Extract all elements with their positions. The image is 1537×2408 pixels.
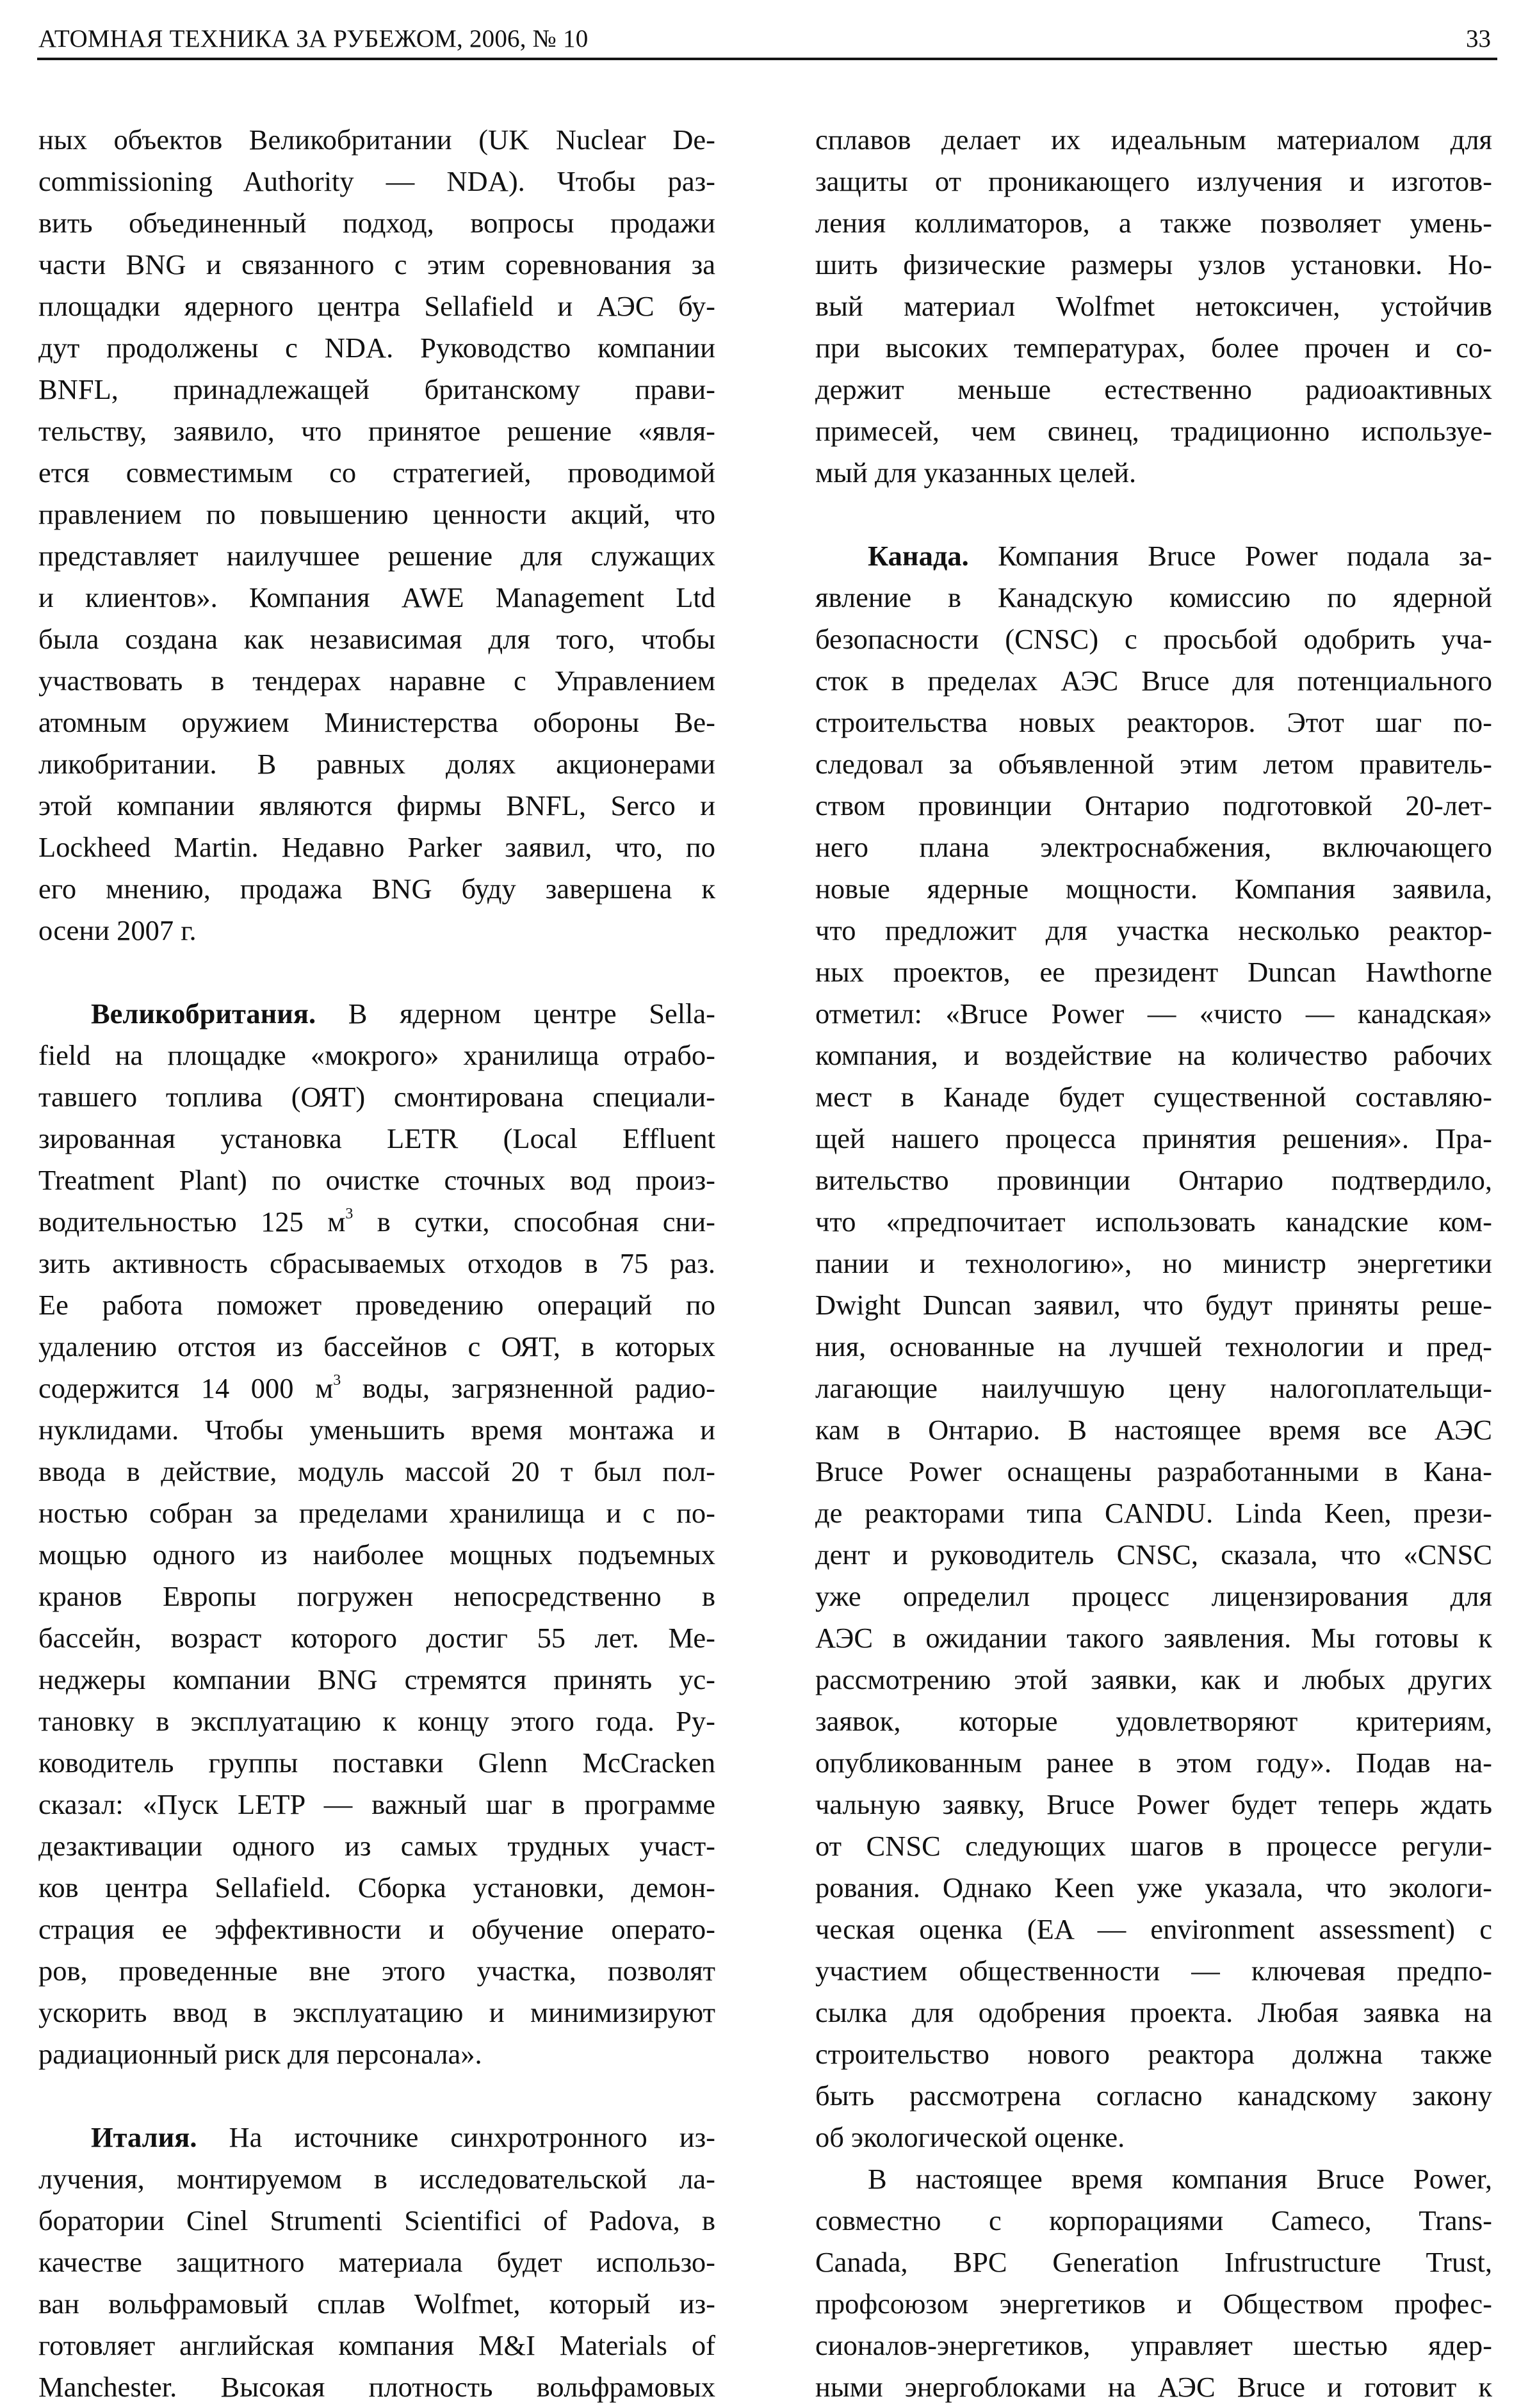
page-number: 33 — [1466, 25, 1491, 53]
text-line: вительство провинции Онтарио подтвердило, — [815, 1164, 1492, 1196]
text-line: примесей, чем свинец, традиционно используе- — [815, 415, 1492, 447]
right-column — [815, 119, 1492, 2408]
text-line: дут продолжены с NDA. Руководство компании — [38, 332, 715, 364]
section-heading: Италия. — [91, 2121, 197, 2153]
text-line: ных объектов Великобритании (UK Nuclear De- — [38, 124, 715, 156]
text-line: Treatment Plant) по очистке сточных вод произ- — [38, 1164, 715, 1196]
text-line: Ее работа поможет проведению операций по — [38, 1289, 715, 1321]
text-line: дезактивации одного из самых трудных участ- — [38, 1830, 715, 1862]
text-line: новые ядерные мощности. Компания заявила, — [815, 873, 1492, 905]
text-line: радиационный риск для персонала». — [38, 2038, 482, 2070]
text-line: качестве защитного материала будет использо- — [38, 2246, 715, 2278]
text-line: от CNSC следующих шагов в процессе регули- — [815, 1830, 1492, 1862]
text-line: него плана электроснабжения, включающего — [815, 831, 1492, 863]
text-line: Великобритания. В ядерном центре Sella- — [91, 998, 715, 1030]
text-line: готовляет английская компания M&I Materials of — [38, 2329, 715, 2361]
text-line: кранов Европы погружен непосредственно в — [38, 1580, 715, 1612]
text-line: компания, и воздействие на количество рабочих — [815, 1039, 1492, 1071]
text-line: лагающие наилучшую цену налогоплательщи- — [815, 1372, 1492, 1404]
text-line: неджеры компании BNG стремятся принять ус- — [38, 1663, 715, 1695]
text-line: зить активность сбрасываемых отходов в 75 раз. — [38, 1247, 715, 1279]
text-line: при высоких температурах, более прочен и со- — [815, 332, 1492, 364]
text-line: тельству, заявило, что принятое решение «явля- — [38, 415, 715, 447]
text-line: дент и руководитель CNSC, сказала, что «CNSC — [815, 1539, 1492, 1571]
text-line: шить физические размеры узлов установки. Но- — [815, 248, 1492, 280]
text-line: лучения, монтируемом в исследовательской ла- — [38, 2163, 715, 2195]
text-line: этой компании являются фирмы BNFL, Serco и — [38, 789, 715, 821]
text-line: Dwight Duncan заявил, что будут приняты реше- — [815, 1289, 1492, 1321]
text-line: боратории Cinel Strumenti Scientifici of Padova, в — [38, 2204, 715, 2236]
text-line: де реакторами типа CANDU. Linda Keen, прези- — [815, 1497, 1492, 1529]
text-line: удалению отстоя из бассейнов с ОЯТ, в которых — [38, 1330, 715, 1362]
text-line: ров, проведенные вне этого участка, позволят — [38, 1955, 715, 1987]
text-line: содержится 14 000 $м^3$ воды, загрязненной радио- — [38, 1372, 715, 1404]
text-line: field на площадке «мокрого» хранилища отрабо- — [38, 1039, 715, 1071]
text-line: части BNG и связанного с этим соревнования за — [38, 248, 715, 280]
text-line: ускорить ввод в эксплуатацию и минимизируют — [38, 1996, 715, 2028]
running-title: АТОМНАЯ ТЕХНИКА ЗА РУБЕЖОМ, 2006, № 10 — [38, 25, 589, 53]
text-line: ководитель группы поставки Glenn McCracken — [38, 1747, 715, 1779]
text-line: заявок, которые удовлетворяют критериям, — [815, 1705, 1492, 1737]
text-line: его мнению, продажа BNG буду завершена к — [38, 873, 715, 905]
text-line: водительностью 125 $м^3$ в сутки, способная сни- — [38, 1206, 715, 1238]
text-line: В настоящее время компания Bruce Power, — [868, 2163, 1492, 2195]
text-line: профсоюзом энергетиков и Обществом профес- — [815, 2288, 1492, 2320]
text-line: вить объединенный подход, вопросы продажи — [38, 207, 715, 239]
text-line: участвовать в тендерах наравне с Управлением — [38, 665, 715, 697]
section-heading: Канада. — [868, 540, 969, 572]
text-line: Manchester. Высокая плотность вольфрамовых — [38, 2371, 715, 2403]
text-line: Bruce Power оснащены разработанными в Кана- — [815, 1455, 1492, 1487]
text-line: Италия. На источнике синхротронного из- — [91, 2121, 715, 2153]
text-line: осени 2007 г. — [38, 914, 197, 946]
text-line: об экологической оценке. — [815, 2121, 1125, 2153]
text-line: что «предпочитает использовать канадские ком- — [815, 1206, 1492, 1238]
text-line: сплавов делает их идеальным материалом для — [815, 124, 1492, 156]
text-line: Lockheed Martin. Недавно Parker заявил, что, по — [38, 831, 715, 863]
text-line: быть рассмотрена согласно канадскому закону — [815, 2080, 1492, 2112]
text-line: явление в Канадскую комиссию по ядерной — [815, 581, 1492, 613]
text-line: ков центра Sellafield. Сборка установки, демон- — [38, 1871, 715, 1903]
left-column — [38, 119, 715, 2408]
text-line: мест в Канаде будет существенной составляю- — [815, 1081, 1492, 1113]
text-line: рассмотрению этой заявки, как и любых других — [815, 1663, 1492, 1695]
text-line: опубликованным ранее в этом году». Подав на- — [815, 1747, 1492, 1779]
text-line: участием общественности — ключевая предпо- — [815, 1955, 1492, 1987]
text-line: отметил: «Bruce Power — «чисто — канадская» — [815, 998, 1492, 1030]
text-line: Canada, BPC Generation Infrustructure Trust, — [815, 2246, 1492, 2278]
paragraph — [815, 2158, 1492, 2408]
text-line: ством провинции Онтарио подготовкой 20-лет- — [815, 789, 1492, 821]
text-line: строительства новых реакторов. Этот шаг по- — [815, 706, 1492, 738]
text-line: безопасности (CNSC) с просьбой одобрить уча- — [815, 623, 1492, 655]
text-line: ностью собран за пределами хранилища и с по- — [38, 1497, 715, 1529]
text-line: ными энергоблоками на АЭС Bruce и готовит к — [815, 2371, 1492, 2403]
text-line: мощью одного из наиболее мощных подъемных — [38, 1539, 715, 1571]
text-line: следовал за объявленной этим летом правитель- — [815, 748, 1492, 780]
text-line: защиты от проникающего излучения и изготов- — [815, 165, 1492, 197]
text-line: тановку в эксплуатацию к концу этого года. Ру- — [38, 1705, 715, 1737]
text-line: кам в Онтарио. В настоящее время все АЭС — [815, 1414, 1492, 1446]
paragraph — [815, 119, 1492, 494]
text-line: была создана как независимая для того, чтобы — [38, 623, 715, 655]
text-line: зированная установка LETR (Local Effluent — [38, 1122, 715, 1154]
text-line: рования. Однако Keen уже указала, что экологи- — [815, 1871, 1492, 1903]
text-line: что предложит для участка несколько реактор- — [815, 914, 1492, 946]
superscript: 3 — [345, 1206, 354, 1222]
paragraph — [38, 119, 715, 951]
section-paragraph — [38, 2117, 715, 2408]
page-header — [38, 23, 1493, 55]
text-line: площадки ядерного центра Sellafield и АЭС бу- — [38, 290, 715, 322]
text-line: правлением по повышению ценности акций, что — [38, 498, 715, 530]
text-line: щей нашего процесса принятия решения». Пра- — [815, 1122, 1492, 1154]
text-line: ликобритании. В равных долях акционерами — [38, 748, 715, 780]
text-line: чальную заявку, Bruce Power будет теперь ждать — [815, 1788, 1492, 1820]
text-line: пании и технологию», но министр энергетики — [815, 1247, 1492, 1279]
text-line: ван вольфрамовый сплав Wolfmet, который из- — [38, 2288, 715, 2320]
text-line: совместно с корпорациями Cameco, Trans- — [815, 2204, 1492, 2236]
text-line: уже определил процесс лицензирования для — [815, 1580, 1492, 1612]
text-line: Канада. Компания Bruce Power подала за- — [868, 540, 1492, 572]
text-line: нуклидами. Чтобы уменьшить время монтажа и — [38, 1414, 715, 1446]
text-line: строительство нового реактора должна также — [815, 2038, 1492, 2070]
text-line: АЭС в ожидании такого заявления. Мы готовы к — [815, 1622, 1492, 1654]
text-line: сказал: «Пуск LETP — важный шаг в программе — [38, 1788, 715, 1820]
text-line: страция ее эффективности и обучение операто- — [38, 1913, 715, 1945]
text-line: сылка для одобрения проекта. Любая заявка на — [815, 1996, 1492, 2028]
text-line: и клиентов». Компания AWE Management Ltd — [38, 581, 715, 613]
section-paragraph — [815, 535, 1492, 2158]
text-line: мый для указанных целей. — [815, 457, 1137, 489]
section-paragraph — [38, 993, 715, 2075]
text-line: ных проектов, ее президент Duncan Hawthorne — [815, 956, 1492, 988]
section-heading: Великобритания. — [91, 998, 316, 1030]
text-line: тавшего топлива (ОЯТ) смонтирована специали- — [38, 1081, 715, 1113]
text-line: вый материал Wolfmet нетоксичен, устойчив — [815, 290, 1492, 322]
text-line: атомным оружием Министерства обороны Ве- — [38, 706, 715, 738]
text-line: ческая оценка (EA — environment assessment) с — [815, 1913, 1492, 1945]
header-rule — [37, 58, 1497, 60]
text-line: commissioning Authority — NDA). Чтобы раз- — [38, 165, 715, 197]
superscript: 3 — [333, 1372, 341, 1389]
text-line: ется совместимым со стратегией, проводимой — [38, 457, 715, 489]
text-line: сток в пределах АЭС Bruce для потенциального — [815, 665, 1492, 697]
text-line: ввода в действие, модуль массой 20 т был пол- — [38, 1455, 715, 1487]
text-line: сионалов-энергетиков, управляет шестью ядер- — [815, 2329, 1492, 2361]
text-line: ления коллиматоров, а также позволяет умень- — [815, 207, 1492, 239]
text-line: представляет наилучшее решение для служащих — [38, 540, 715, 572]
text-line: бассейн, возраст которого достиг 55 лет. Ме- — [38, 1622, 715, 1654]
text-line: BNFL, принадлежащей британскому прави- — [38, 373, 715, 405]
text-line: держит меньше естественно радиоактивных — [815, 373, 1492, 405]
text-line: ния, основанные на лучшей технологии и пред- — [815, 1330, 1492, 1362]
